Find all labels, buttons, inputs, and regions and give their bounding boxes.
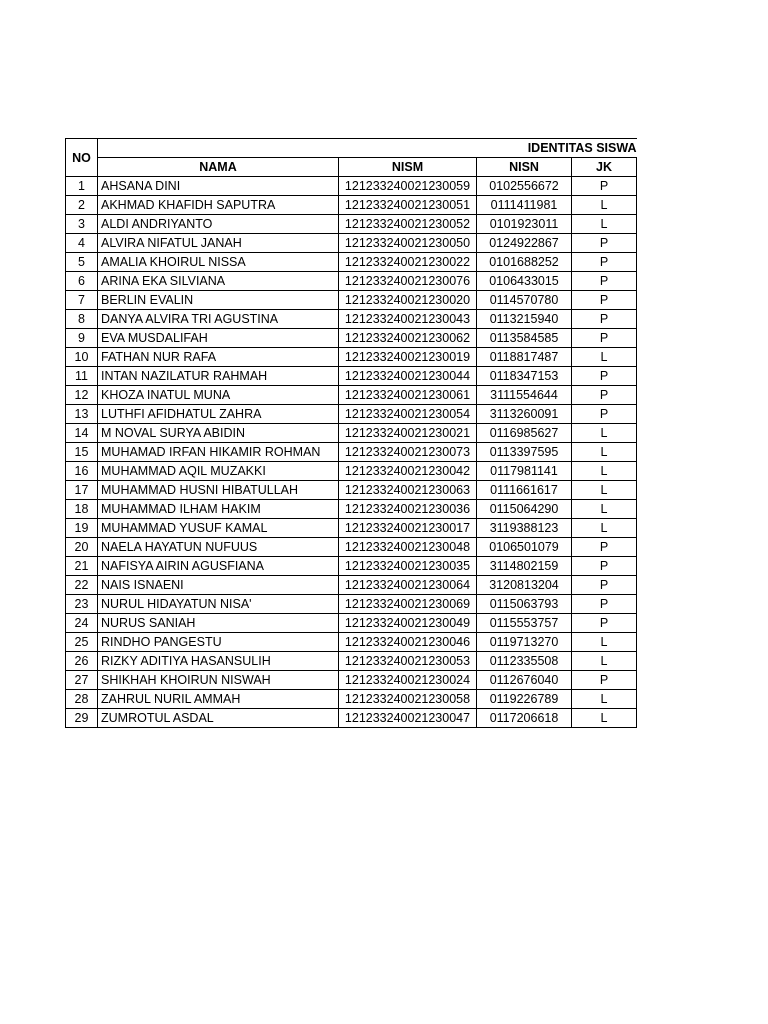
row-jk-cell: L <box>572 462 637 481</box>
row-nisn-cell: 0101923011 <box>477 215 572 234</box>
row-no-cell: 23 <box>66 595 98 614</box>
row-jk-cell: P <box>572 272 637 291</box>
row-no-cell: 24 <box>66 614 98 633</box>
row-jk-cell: P <box>572 538 637 557</box>
row-jk-cell: P <box>572 367 637 386</box>
table-row <box>66 519 637 538</box>
row-nism-cell: 121233240021230050 <box>339 234 477 253</box>
row-nism-cell: 121233240021230046 <box>339 633 477 652</box>
table-row <box>66 424 637 443</box>
row-no-cell: 19 <box>66 519 98 538</box>
row-nism-cell: 121233240021230043 <box>339 310 477 329</box>
row-nisn-cell: 0116985627 <box>477 424 572 443</box>
row-nism-cell: 121233240021230049 <box>339 614 477 633</box>
row-no-cell: 7 <box>66 291 98 310</box>
row-nama-cell: DANYA ALVIRA TRI AGUSTINA <box>98 310 339 329</box>
row-nism-cell: 121233240021230024 <box>339 671 477 690</box>
row-nama-cell: M NOVAL SURYA ABIDIN <box>98 424 339 443</box>
row-nisn-cell: 0117206618 <box>477 709 572 728</box>
row-no-cell: 13 <box>66 405 98 424</box>
row-no-cell: 14 <box>66 424 98 443</box>
student-table-viewport <box>65 138 637 734</box>
row-no-cell: 12 <box>66 386 98 405</box>
row-nism-cell: 121233240021230073 <box>339 443 477 462</box>
row-nama-cell: ALDI ANDRIYANTO <box>98 215 339 234</box>
row-no-cell: 3 <box>66 215 98 234</box>
row-nisn-cell: 0118347153 <box>477 367 572 386</box>
row-jk-cell: P <box>572 671 637 690</box>
row-nama-cell: EVA MUSDALIFAH <box>98 329 339 348</box>
row-no-cell: 26 <box>66 652 98 671</box>
row-nama-cell: ALVIRA NIFATUL JANAH <box>98 234 339 253</box>
row-no-cell: 4 <box>66 234 98 253</box>
row-no-cell: 16 <box>66 462 98 481</box>
table-row <box>66 709 637 728</box>
row-nism-cell: 121233240021230059 <box>339 177 477 196</box>
header-no: NO <box>66 139 98 177</box>
row-jk-cell: L <box>572 215 637 234</box>
row-nama-cell: MUHAMAD IRFAN HIKAMIR ROHMAN <box>98 443 339 462</box>
row-nism-cell: 121233240021230044 <box>339 367 477 386</box>
row-no-cell: 6 <box>66 272 98 291</box>
row-nism-cell: 121233240021230069 <box>339 595 477 614</box>
row-nama-cell: AMALIA KHOIRUL NISSA <box>98 253 339 272</box>
row-jk-cell: P <box>572 177 637 196</box>
table-row <box>66 595 637 614</box>
row-no-cell: 21 <box>66 557 98 576</box>
table-row <box>66 405 637 424</box>
header-row-columns <box>66 158 637 177</box>
row-nism-cell: 121233240021230048 <box>339 538 477 557</box>
row-nisn-cell: 3114802159 <box>477 557 572 576</box>
table-row <box>66 215 637 234</box>
table-row <box>66 557 637 576</box>
table-row <box>66 500 637 519</box>
row-no-cell: 15 <box>66 443 98 462</box>
student-identity-table <box>65 138 637 728</box>
row-nama-cell: NAIS ISNAENI <box>98 576 339 595</box>
header-row-group <box>66 139 637 158</box>
row-nama-cell: MUHAMMAD HUSNI HIBATULLAH <box>98 481 339 500</box>
row-jk-cell: L <box>572 519 637 538</box>
row-nama-cell: ZAHRUL NURIL AMMAH <box>98 690 339 709</box>
row-jk-cell: L <box>572 424 637 443</box>
row-nism-cell: 121233240021230061 <box>339 386 477 405</box>
row-nism-cell: 121233240021230042 <box>339 462 477 481</box>
row-nama-cell: NURUS SANIAH <box>98 614 339 633</box>
row-jk-cell: L <box>572 709 637 728</box>
row-nama-cell: AHSANA DINI <box>98 177 339 196</box>
row-jk-cell: P <box>572 291 637 310</box>
row-nama-cell: MUHAMMAD AQIL MUZAKKI <box>98 462 339 481</box>
row-jk-cell: P <box>572 310 637 329</box>
row-no-cell: 25 <box>66 633 98 652</box>
row-nism-cell: 121233240021230058 <box>339 690 477 709</box>
row-nama-cell: NAELA HAYATUN NUFUUS <box>98 538 339 557</box>
row-no-cell: 10 <box>66 348 98 367</box>
table-row <box>66 272 637 291</box>
row-nism-cell: 121233240021230051 <box>339 196 477 215</box>
row-jk-cell: P <box>572 253 637 272</box>
row-nism-cell: 121233240021230019 <box>339 348 477 367</box>
row-nisn-cell: 0111661617 <box>477 481 572 500</box>
table-body <box>66 177 637 728</box>
row-no-cell: 22 <box>66 576 98 595</box>
row-no-cell: 5 <box>66 253 98 272</box>
row-nisn-cell: 3113260091 <box>477 405 572 424</box>
row-jk-cell: L <box>572 500 637 519</box>
row-nisn-cell: 0106501079 <box>477 538 572 557</box>
row-no-cell: 27 <box>66 671 98 690</box>
row-nism-cell: 121233240021230047 <box>339 709 477 728</box>
row-jk-cell: L <box>572 443 637 462</box>
row-jk-cell: L <box>572 652 637 671</box>
row-nama-cell: SHIKHAH KHOIRUN NISWAH <box>98 671 339 690</box>
row-nisn-cell: 0113215940 <box>477 310 572 329</box>
row-no-cell: 11 <box>66 367 98 386</box>
row-no-cell: 2 <box>66 196 98 215</box>
row-nism-cell: 121233240021230020 <box>339 291 477 310</box>
row-nama-cell: FATHAN NUR RAFA <box>98 348 339 367</box>
row-nisn-cell: 0119226789 <box>477 690 572 709</box>
row-jk-cell: P <box>572 576 637 595</box>
row-nisn-cell: 3120813204 <box>477 576 572 595</box>
table-row <box>66 367 637 386</box>
row-nisn-cell: 0101688252 <box>477 253 572 272</box>
row-jk-cell: L <box>572 633 637 652</box>
row-nama-cell: BERLIN EVALIN <box>98 291 339 310</box>
row-jk-cell: L <box>572 196 637 215</box>
row-nama-cell: NURUL HIDAYATUN NISA' <box>98 595 339 614</box>
row-no-cell: 8 <box>66 310 98 329</box>
table-row <box>66 690 637 709</box>
row-nism-cell: 121233240021230076 <box>339 272 477 291</box>
row-nisn-cell: 0115553757 <box>477 614 572 633</box>
row-no-cell: 29 <box>66 709 98 728</box>
row-nama-cell: KHOZA INATUL MUNA <box>98 386 339 405</box>
table-row <box>66 386 637 405</box>
row-nisn-cell: 0112335508 <box>477 652 572 671</box>
row-nama-cell: RIZKY ADITIYA HASANSULIH <box>98 652 339 671</box>
row-nisn-cell: 0118817487 <box>477 348 572 367</box>
row-no-cell: 20 <box>66 538 98 557</box>
row-nisn-cell: 3111554644 <box>477 386 572 405</box>
row-no-cell: 18 <box>66 500 98 519</box>
table-row <box>66 329 637 348</box>
row-jk-cell: P <box>572 386 637 405</box>
row-no-cell: 9 <box>66 329 98 348</box>
table-row <box>66 253 637 272</box>
row-nama-cell: ARINA EKA SILVIANA <box>98 272 339 291</box>
table-row <box>66 633 637 652</box>
row-nisn-cell: 0113584585 <box>477 329 572 348</box>
header-nisn: NISN <box>477 158 572 177</box>
row-nism-cell: 121233240021230062 <box>339 329 477 348</box>
row-nism-cell: 121233240021230021 <box>339 424 477 443</box>
row-nism-cell: 121233240021230053 <box>339 652 477 671</box>
row-no-cell: 28 <box>66 690 98 709</box>
header-nism: NISM <box>339 158 477 177</box>
row-jk-cell: P <box>572 329 637 348</box>
table-row <box>66 462 637 481</box>
row-nisn-cell: 3119388123 <box>477 519 572 538</box>
row-jk-cell: P <box>572 405 637 424</box>
row-nama-cell: MUHAMMAD ILHAM HAKIM <box>98 500 339 519</box>
row-nama-cell: LUTHFI AFIDHATUL ZAHRA <box>98 405 339 424</box>
row-nisn-cell: 0115063793 <box>477 595 572 614</box>
row-nisn-cell: 0112676040 <box>477 671 572 690</box>
header-identitas-siswa: IDENTITAS SISWA <box>98 139 637 158</box>
table-row <box>66 443 637 462</box>
header-nama: NAMA <box>98 158 339 177</box>
table-row <box>66 576 637 595</box>
row-nism-cell: 121233240021230036 <box>339 500 477 519</box>
row-nisn-cell: 0111411981 <box>477 196 572 215</box>
row-jk-cell: P <box>572 234 637 253</box>
header-jk: JK <box>572 158 637 177</box>
row-jk-cell: P <box>572 557 637 576</box>
row-nism-cell: 121233240021230052 <box>339 215 477 234</box>
row-nism-cell: 121233240021230035 <box>339 557 477 576</box>
row-nism-cell: 121233240021230017 <box>339 519 477 538</box>
row-nisn-cell: 0119713270 <box>477 633 572 652</box>
row-nama-cell: NAFISYA AIRIN AGUSFIANA <box>98 557 339 576</box>
row-nisn-cell: 0115064290 <box>477 500 572 519</box>
table-row <box>66 291 637 310</box>
row-nism-cell: 121233240021230054 <box>339 405 477 424</box>
row-nisn-cell: 0117981141 <box>477 462 572 481</box>
row-nisn-cell: 0106433015 <box>477 272 572 291</box>
row-nisn-cell: 0102556672 <box>477 177 572 196</box>
row-nism-cell: 121233240021230022 <box>339 253 477 272</box>
table-row <box>66 538 637 557</box>
row-jk-cell: P <box>572 595 637 614</box>
table-row <box>66 310 637 329</box>
table-row <box>66 671 637 690</box>
row-nisn-cell: 0124922867 <box>477 234 572 253</box>
table-row <box>66 348 637 367</box>
row-nism-cell: 121233240021230063 <box>339 481 477 500</box>
row-jk-cell: L <box>572 690 637 709</box>
table-row <box>66 196 637 215</box>
table-row <box>66 177 637 196</box>
row-no-cell: 17 <box>66 481 98 500</box>
row-nisn-cell: 0113397595 <box>477 443 572 462</box>
row-nama-cell: AKHMAD KHAFIDH SAPUTRA <box>98 196 339 215</box>
row-jk-cell: L <box>572 348 637 367</box>
row-nama-cell: INTAN NAZILATUR RAHMAH <box>98 367 339 386</box>
row-no-cell: 1 <box>66 177 98 196</box>
table-row <box>66 652 637 671</box>
row-nism-cell: 121233240021230064 <box>339 576 477 595</box>
row-nama-cell: MUHAMMAD YUSUF KAMAL <box>98 519 339 538</box>
row-nisn-cell: 0114570780 <box>477 291 572 310</box>
row-jk-cell: P <box>572 614 637 633</box>
row-nama-cell: ZUMROTUL ASDAL <box>98 709 339 728</box>
table-row <box>66 614 637 633</box>
table-row <box>66 481 637 500</box>
table-row <box>66 234 637 253</box>
row-jk-cell: L <box>572 481 637 500</box>
row-nama-cell: RINDHO PANGESTU <box>98 633 339 652</box>
